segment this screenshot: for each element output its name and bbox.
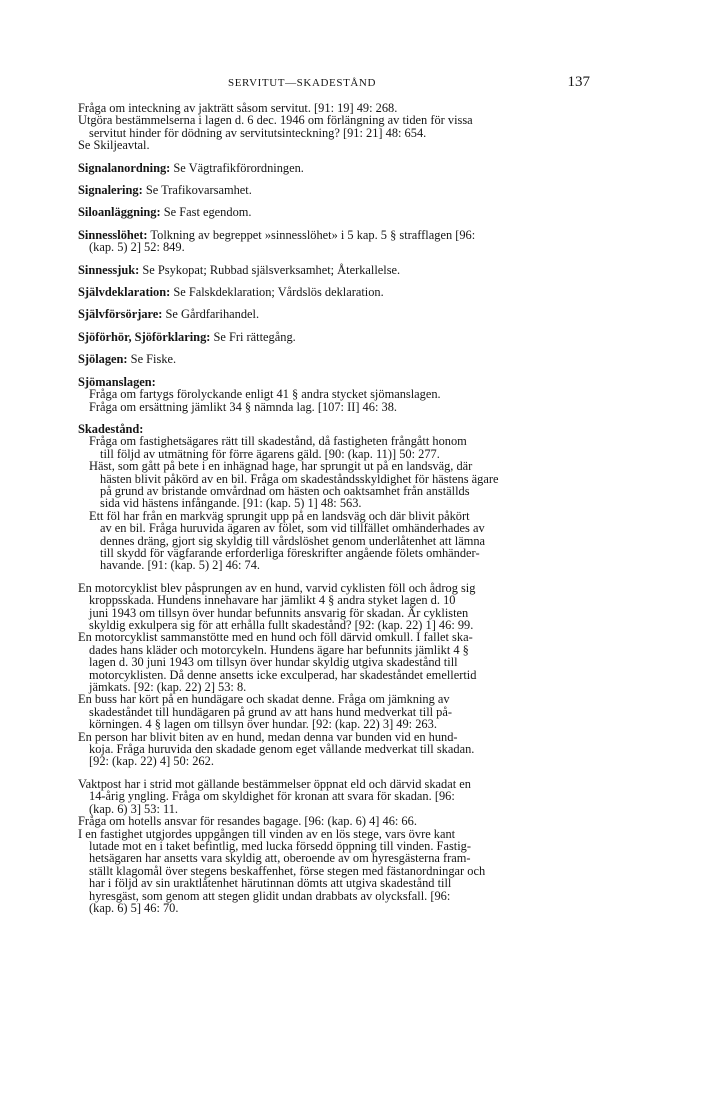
text-line: Fråga om hotells ansvar för resandes bagage. [96: (kap. 6) 4] 46: 66. (78, 814, 417, 829)
text-line: jämkats. [92: (kap. 22) 2] 53: 8. (89, 680, 247, 695)
index-entry-signalering: Signalering: Se Trafikovarsamhet. (78, 183, 252, 198)
text-line: till följd av utmätning för förre ägarens gäld. [90: (kap. 11)] 50: 277. (100, 446, 440, 461)
text-line: Vaktpost har i strid mot gällande bestämmelser öppnat eld och därvid skadat en (78, 776, 471, 791)
text-line: (kap. 6) 3] 53: 11. (89, 801, 179, 816)
text-line: servitut hinder för dödning av servitutsinteckning? [91: 21] 48: 654. (89, 125, 427, 140)
text-line: (kap. 6) 5] 46: 70. (89, 900, 179, 915)
index-entry-servitut-continued (78, 102, 590, 152)
index-entry-sjomanslagen (78, 376, 590, 413)
text-line: lutade mot en i taket befintlig, med lucka försedd öppning till vinden. Fastig- (89, 838, 471, 853)
text-line: ställt klagomål över stegens beskaffenhet, förse stegen med fästanordningar och (89, 863, 486, 878)
text-line: hästen blivit påkörd av en bil. Fråga om skadeståndsskyldighet för hästens ägare (100, 471, 499, 486)
text-line: Fråga om fastighetsägares rätt till skadestånd, då fastigheten frångått honom (89, 434, 467, 449)
text-line: körningen. 4 § lagen om tillsyn över hundar. [92: (kap. 22) 3] 49: 263. (89, 717, 437, 732)
text-line: på grund av bristande omvårdnad om hästen och oaktsamhet från anställds (100, 483, 470, 498)
text-line: dennes dräng, gjort sig skyldig till vårdslöshet genom underlåtenhet att lämna (100, 533, 486, 548)
index-entry-sinnessjuk: Sinnessjuk: Se Psykopat; Rubbad själsverksamhet; Återkallelse. (78, 262, 401, 277)
text-line: koja. Fråga huruvida den skadade genom eget vållande medverkat till skadan. (89, 742, 475, 757)
page-header (78, 74, 590, 94)
text-line: Fråga om ersättning jämlikt 34 § nämnda lag. [107: II] 46: 38. (89, 399, 397, 414)
text-line: till skydd för vägfarande erforderliga föreskrifter angående fölets omhänder- (100, 545, 480, 560)
text-line: hetsägaren har ansetts vara skyldig att, oberoende av om hyresgästerna fram- (89, 851, 471, 866)
running-head: SERVITUT—SKADESTÅND (228, 77, 377, 89)
entry-heading: Skadestånd: (78, 421, 144, 436)
text-line: En motorcyklist sammanstötte med en hund och föll därvid omkull. I fallet ska- (78, 630, 473, 645)
text-line: En person har blivit biten av en hund, medan denna var bunden vid en hund- (78, 729, 458, 744)
entry-heading: Sjömanslagen: (78, 374, 156, 389)
text-line: En motorcyklist blev påsprungen av en hund, varvid cyklisten föll och ådrog sig (78, 580, 476, 595)
page-number: 137 (567, 74, 590, 90)
text-line: Utgöra bestämmelserna i lagen d. 6 dec. 1946 om förlängning av tiden för vissa (78, 113, 473, 128)
text-line: motorcyklisten. Då denne ansetts icke exculperad, har skadeståndet emellertid (89, 667, 477, 682)
index-entry-signalanordning: Signalanordning: Se Vägtrafikförordningen. (78, 160, 304, 175)
paragraph (78, 778, 590, 914)
text-line: dades hans kläder och motorcykeln. Hundens ägare har befunnits jämlikt 4 § (89, 642, 469, 657)
text-line: [92: (kap. 22) 4] 50: 262. (89, 754, 214, 769)
index-entry-sjalvdeklaration: Självdeklaration: Se Falskdeklaration; Vårdslös deklaration. (78, 285, 384, 300)
text-line: 14-årig yngling. Fråga om skyldighet för kronan att svara för skadan. [96: (89, 789, 455, 804)
text-line: (kap. 5) 2] 52: 849. (89, 240, 185, 255)
text-line: har i följd av sin uraktlåtenhet härutinnan dömts att utgiva skadestånd till (89, 876, 452, 891)
index-entry-sjalvforsorjare: Självförsörjare: Se Gårdfarihandel. (78, 307, 260, 322)
text-line: lagen d. 30 juni 1943 om tillsyn över hundar skyldig utgiva skadestånd till (89, 655, 458, 670)
text-line: Sinnesslöhet: Tolkning av begreppet »sinnesslöhet» i 5 kap. 5 § strafflagen [96: (78, 227, 476, 242)
text-line: skyldig exkulpera sig för att erhålla fullt skadestånd? [92: (kap. 22) 1] 46: 99. (89, 618, 474, 632)
index-entry-skadestand (78, 423, 590, 914)
text-line: Häst, som gått på bete i en inhägnad hage, har sprungit ut på en landsväg, där (89, 459, 473, 474)
text-line: Fråga om inteckning av jakträtt såsom servitut. [91: 19] 49: 268. (78, 101, 398, 115)
paragraph (78, 582, 590, 768)
text-line: sida vid hästens infångande. [91: (kap. 5) 1] 48: 563. (100, 496, 362, 511)
text-line: skadeståndet till hundägaren på grund av att hans hund medverkat till på- (89, 704, 453, 719)
index-body (78, 102, 590, 914)
text-line: av en bil. Fråga huruvida ägaren av fölet, som vid tillfället omhänderhades av (100, 521, 485, 536)
text-line: I en fastighet utgjordes uppgången till vinden av en lös stege, vars övre kant (78, 826, 456, 841)
text-line: Fråga om fartygs förolyckande enligt 41 § andra stycket sjömanslagen. (89, 387, 441, 402)
text-line: kroppsskada. Hundens innehavare har jämlikt 4 § andra styket lagen d. 10 (89, 593, 456, 608)
text-line: Ett föl har från en markväg sprungit upp på en landsväg och där blivit påkört (89, 508, 470, 523)
text-line: En buss har kört på en hundägare och skadat denne. Fråga om jämkning av (78, 692, 450, 707)
index-entry-sjolagen: Sjölagen: Se Fiske. (78, 352, 177, 367)
text-line: hyresgäst, som genom att stegen glidit undan drabbats av olycksfall. [96: (89, 888, 451, 903)
text-line: havande. [91: (kap. 5) 2] 46: 74. (100, 558, 261, 573)
text-line: Se Skiljeavtal. (78, 138, 150, 153)
text-line: juni 1943 om tillsyn över hundar befunnits ansvarig för skadan. Är cyklisten (89, 605, 469, 620)
index-entry-siloanlaggning: Siloanläggning: Se Fast egendom. (78, 205, 252, 220)
index-entry-sjoforhor: Sjöförhör, Sjöförklaring: Se Fri rättegång. (78, 329, 296, 344)
index-entry-sinnesslohet (78, 229, 590, 254)
